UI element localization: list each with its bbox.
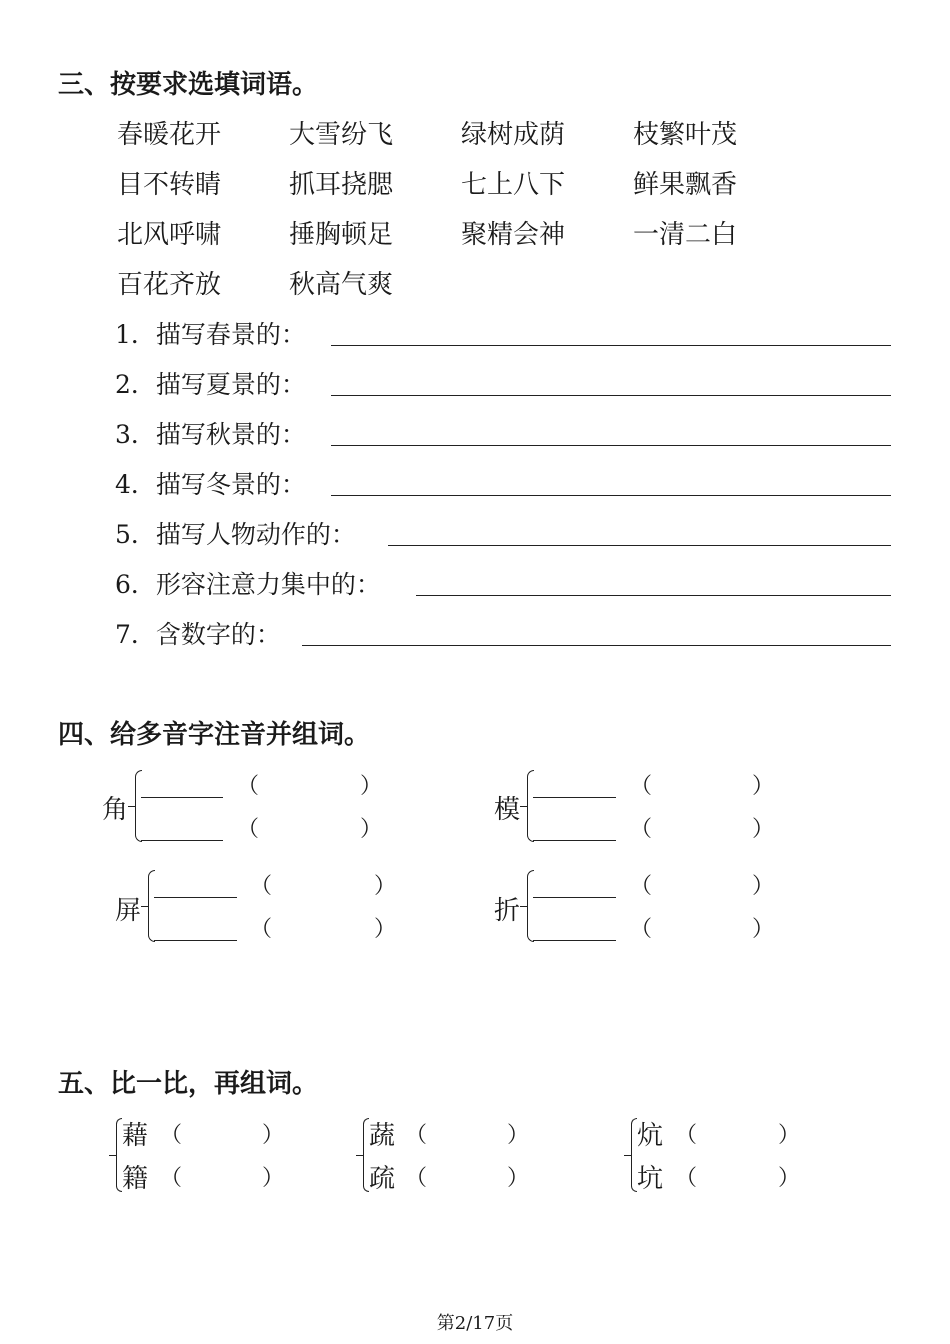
word: 秋高气爽 (289, 270, 394, 300)
question-label: 1．描写春景的： (115, 320, 306, 349)
paren-open: （ (405, 1166, 428, 1191)
paren-close: ） (374, 874, 397, 899)
question-label: 7．含数字的： (115, 620, 281, 649)
word: 北风呼啸 (117, 220, 222, 250)
compare-char: 炕 (637, 1121, 664, 1151)
polyphone-char: 模 (494, 795, 521, 825)
paren-close: ） (507, 1166, 530, 1191)
word-line[interactable] (154, 897, 237, 898)
section5-title: 五、比一比，再组词。 (58, 1069, 319, 1099)
compare-char: 蔬 (369, 1121, 396, 1151)
word: 春暖花开 (117, 120, 222, 150)
paren-open: （ (405, 1123, 428, 1148)
answer-line[interactable] (331, 445, 891, 446)
word-line[interactable] (533, 840, 616, 841)
polyphone-char: 角 (102, 795, 129, 825)
paren-close: ） (360, 817, 383, 842)
paren-open: （ (675, 1166, 698, 1191)
paren-open: （ (250, 917, 273, 942)
paren-open: （ (250, 874, 273, 899)
answer-line[interactable] (302, 645, 891, 646)
question-label: 2．描写夏景的： (115, 370, 306, 399)
question-label: 5．描写人物动作的： (115, 520, 356, 549)
answer-line[interactable] (331, 495, 891, 496)
word: 七上八下 (461, 170, 566, 200)
polyphone-char: 屏 (115, 896, 142, 926)
word: 绿树成荫 (461, 120, 566, 150)
brace (527, 770, 534, 842)
paren-close: ） (778, 1123, 801, 1148)
paren-close: ） (752, 774, 775, 799)
paren-close: ） (752, 874, 775, 899)
paren-open: （ (630, 817, 653, 842)
paren-open: （ (630, 917, 653, 942)
paren-close: ） (262, 1166, 285, 1191)
paren-open: （ (630, 874, 653, 899)
word: 目不转睛 (117, 170, 222, 200)
word-line[interactable] (141, 840, 223, 841)
word-line[interactable] (533, 940, 616, 941)
answer-line[interactable] (331, 395, 891, 396)
paren-close: ） (752, 917, 775, 942)
word-line[interactable] (141, 797, 223, 798)
word: 鲜果飘香 (633, 170, 738, 200)
paren-close: ） (262, 1123, 285, 1148)
word-line[interactable] (154, 940, 237, 941)
paren-open: （ (160, 1123, 183, 1148)
compare-char: 坑 (637, 1164, 664, 1194)
brace (527, 870, 534, 942)
page-number: 第2/17页 (436, 1313, 514, 1334)
paren-open: （ (237, 774, 260, 799)
paren-open: （ (237, 817, 260, 842)
compare-char: 籍 (122, 1164, 149, 1194)
answer-line[interactable] (331, 345, 891, 346)
compare-char: 疏 (369, 1164, 396, 1194)
question-label: 6．形容注意力集中的： (115, 570, 381, 599)
word-line[interactable] (533, 797, 616, 798)
word: 抓耳挠腮 (289, 170, 394, 200)
brace (135, 770, 142, 842)
word: 枝繁叶茂 (633, 120, 738, 150)
answer-line[interactable] (388, 545, 891, 546)
section3-title: 三、按要求选填词语。 (58, 70, 319, 100)
paren-close: ） (752, 817, 775, 842)
polyphone-char: 折 (494, 896, 521, 926)
paren-open: （ (160, 1166, 183, 1191)
paren-close: ） (507, 1123, 530, 1148)
word: 聚精会神 (461, 220, 566, 250)
brace (148, 870, 155, 942)
word: 捶胸顿足 (289, 220, 394, 250)
question-label: 4．描写冬景的： (115, 470, 306, 499)
compare-char: 藉 (122, 1121, 149, 1151)
answer-line[interactable] (416, 595, 891, 596)
paren-open: （ (630, 774, 653, 799)
paren-close: ） (374, 917, 397, 942)
word: 一清二白 (633, 220, 738, 250)
question-label: 3．描写秋景的： (115, 420, 306, 449)
paren-close: ） (778, 1166, 801, 1191)
word: 百花齐放 (117, 270, 222, 300)
section4-title: 四、给多音字注音并组词。 (58, 720, 371, 750)
paren-close: ） (360, 774, 383, 799)
paren-open: （ (675, 1123, 698, 1148)
word: 大雪纷飞 (289, 120, 394, 150)
word-line[interactable] (533, 897, 616, 898)
